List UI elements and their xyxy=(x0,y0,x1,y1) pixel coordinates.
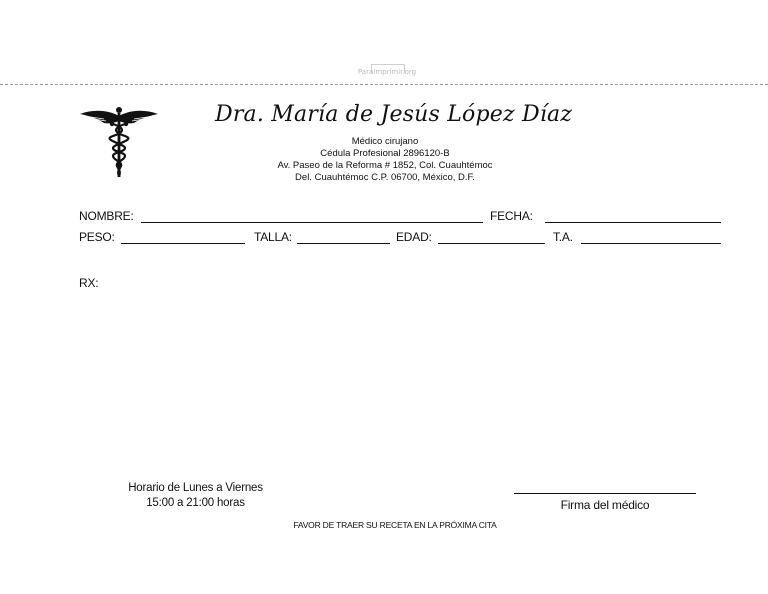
nombre-line[interactable] xyxy=(141,222,483,223)
address-line-2: Del. Cuauhtémoc C.P. 06700, México, D.F. xyxy=(295,172,475,183)
peso-line[interactable] xyxy=(121,243,245,244)
edad-label: EDAD: xyxy=(396,230,432,244)
cut-line xyxy=(0,84,768,85)
talla-line[interactable] xyxy=(297,243,390,244)
peso-label: PESO: xyxy=(79,230,115,244)
talla-label: TALLA: xyxy=(254,230,292,244)
ta-label: T.A. xyxy=(553,230,573,244)
professional-license: Cédula Profesional 2896120-B xyxy=(320,148,450,159)
schedule-hours: 15:00 a 21:00 horas xyxy=(146,497,245,509)
doctor-specialty: Médico cirujano xyxy=(351,136,419,147)
caduceus-icon xyxy=(78,104,160,180)
fecha-line[interactable] xyxy=(545,222,721,223)
edad-line[interactable] xyxy=(438,243,545,244)
nombre-label: NOMBRE: xyxy=(79,209,134,223)
rx-label: RX: xyxy=(79,276,99,290)
schedule-days: Horario de Lunes a Viernes xyxy=(128,482,263,494)
signature-label: Firma del médico xyxy=(560,498,650,512)
fecha-label: FECHA: xyxy=(490,209,533,223)
doctor-name: Dra. María de Jesús López Díaz xyxy=(215,102,573,127)
ta-line[interactable] xyxy=(581,243,721,244)
watermark-logo xyxy=(347,64,427,80)
watermark-text: ParaImprimir.org xyxy=(357,68,417,76)
signature-line[interactable] xyxy=(514,493,696,494)
address-line-1: Av. Paseo de la Reforma # 1852, Col. Cuauhtémoc xyxy=(277,160,493,171)
notice-text: FAVOR DE TRAER SU RECETA EN LA PRÓXIMA CITA xyxy=(293,520,497,530)
